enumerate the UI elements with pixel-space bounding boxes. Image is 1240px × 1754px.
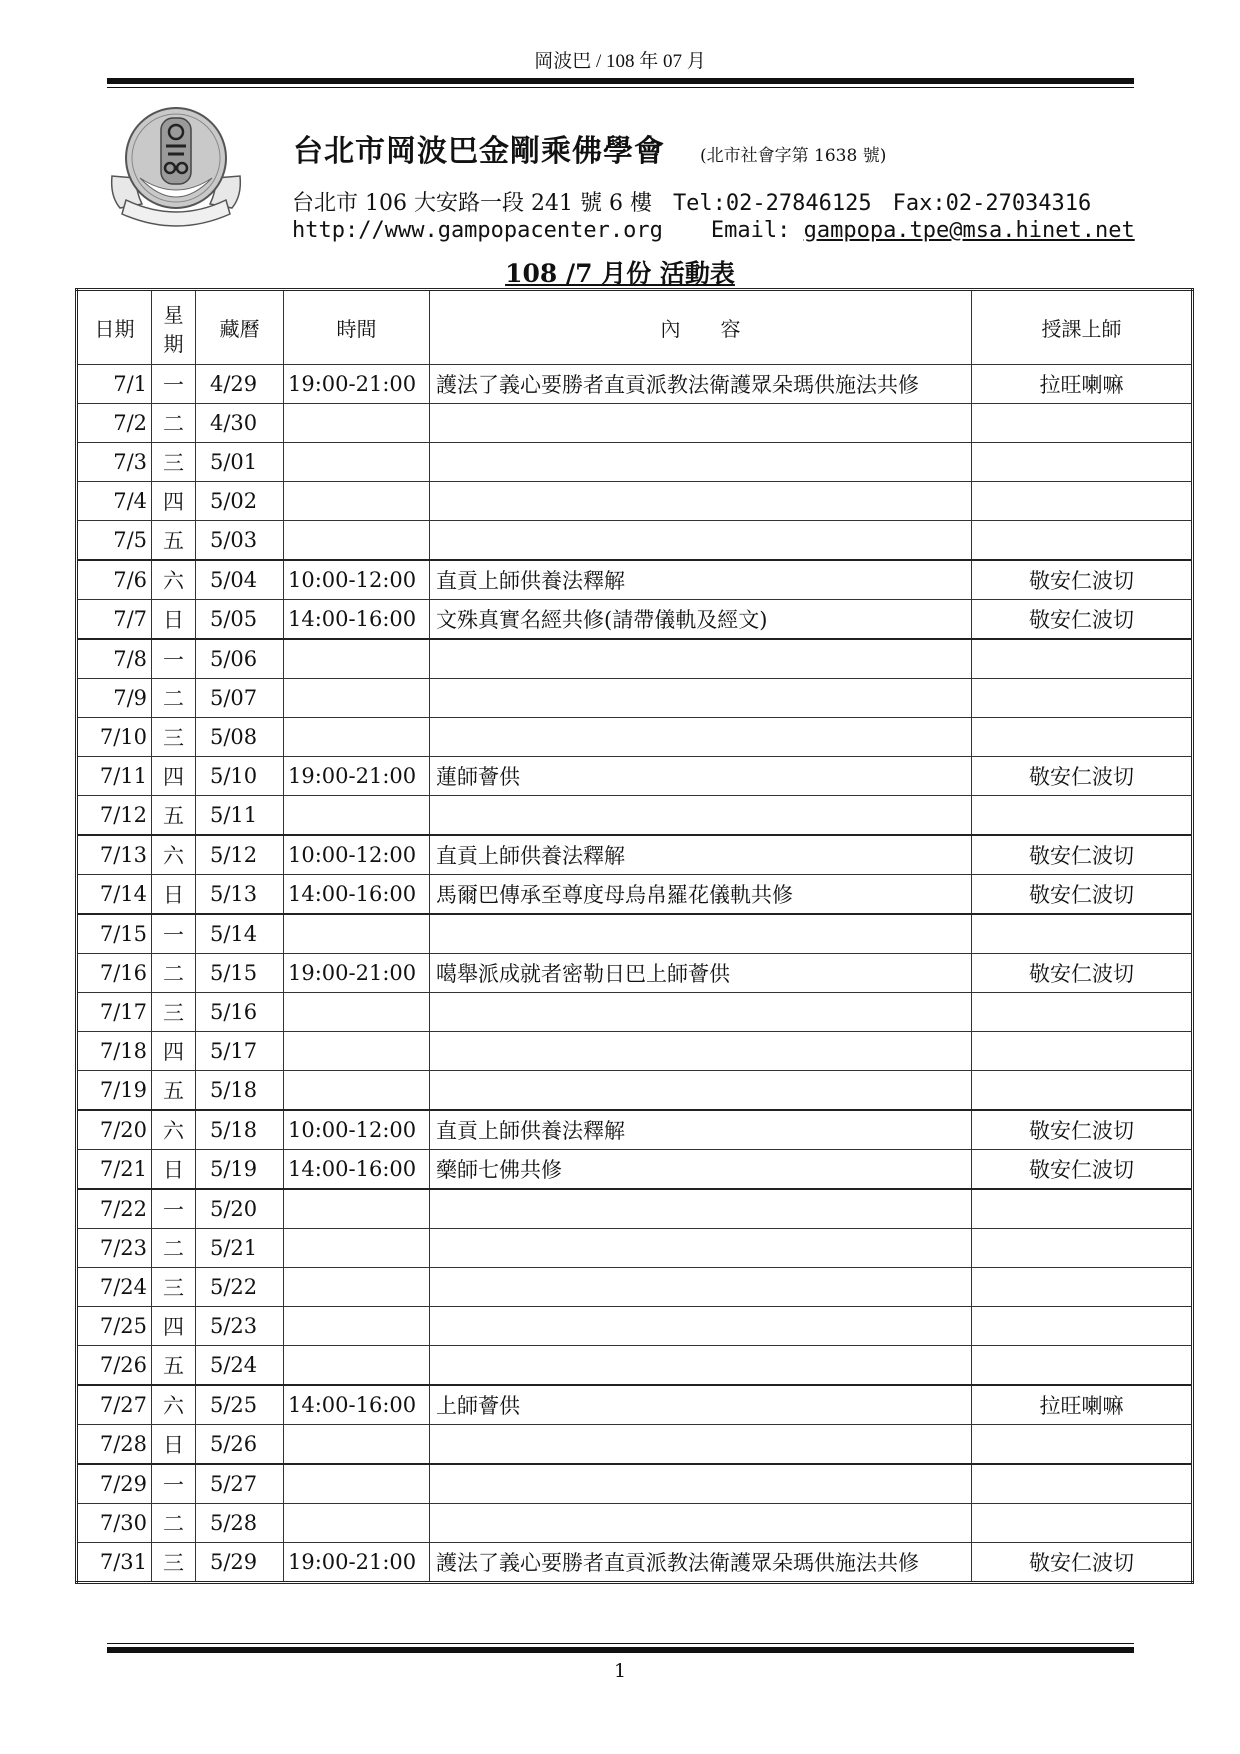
cell-content: 上師薈供 [430,1385,972,1425]
cell-lunar: 5/08 [196,718,284,757]
table-row [77,1071,1193,1111]
cell-date: 7/26 [77,1346,152,1386]
cell-time: 19:00-21:00 [284,757,430,796]
header-rule [107,78,1134,84]
cell-lunar: 5/27 [196,1464,284,1504]
cell-lunar: 5/22 [196,1268,284,1307]
cell-content [430,404,972,443]
cell-time [284,1071,430,1111]
cell-teacher [972,796,1193,836]
cell-date: 7/16 [77,954,152,993]
cell-weekday: 三 [152,993,196,1032]
cell-date: 7/8 [77,639,152,679]
cell-time [284,914,430,954]
org-fax: Fax:02-27034316 [892,191,1092,216]
cell-teacher [972,718,1193,757]
table-row [77,560,1193,600]
cell-content [430,1032,972,1071]
cell-lunar: 5/04 [196,560,284,600]
cell-teacher [972,679,1193,718]
cell-date: 7/19 [77,1071,152,1111]
table-row [77,1110,1193,1150]
cell-weekday: 一 [152,1464,196,1504]
cell-weekday: 三 [152,1268,196,1307]
cell-weekday: 二 [152,1229,196,1268]
cell-content [430,443,972,482]
cell-weekday: 五 [152,521,196,561]
cell-teacher [972,1032,1193,1071]
header-lunar: 藏曆 [196,290,284,365]
cell-content [430,993,972,1032]
cell-date: 7/23 [77,1229,152,1268]
cell-content: 護法了義心要勝者直貢派教法衛護眾朵瑪供施法共修 [430,365,972,404]
table-row [77,1307,1193,1346]
cell-weekday: 五 [152,1346,196,1386]
cell-lunar: 5/19 [196,1150,284,1190]
cell-time [284,1032,430,1071]
cell-time [284,1464,430,1504]
cell-time [284,1504,430,1543]
cell-teacher [972,443,1193,482]
cell-content [430,482,972,521]
cell-lunar: 5/06 [196,639,284,679]
cell-weekday: 六 [152,560,196,600]
cell-teacher: 敬安仁波切 [972,600,1193,640]
cell-content [430,521,972,561]
cell-content: 直貢上師供養法釋解 [430,560,972,600]
cell-content [430,796,972,836]
cell-teacher [972,1425,1193,1465]
org-web-line [292,218,1135,243]
cell-date: 7/13 [77,835,152,875]
cell-lunar: 4/29 [196,365,284,404]
cell-weekday: 四 [152,757,196,796]
cell-weekday: 三 [152,1543,196,1583]
cell-date: 7/21 [77,1150,152,1190]
table-row [77,1229,1193,1268]
cell-teacher: 敬安仁波切 [972,757,1193,796]
cell-time: 14:00-16:00 [284,1150,430,1190]
cell-teacher [972,914,1193,954]
cell-date: 7/9 [77,679,152,718]
table-row [77,1346,1193,1386]
cell-weekday: 六 [152,835,196,875]
cell-time: 19:00-21:00 [284,954,430,993]
table-row [77,875,1193,915]
cell-teacher [972,482,1193,521]
cell-content [430,1229,972,1268]
cell-time [284,993,430,1032]
table-row [77,1425,1193,1465]
cell-weekday: 四 [152,1032,196,1071]
cell-date: 7/31 [77,1543,152,1583]
cell-weekday: 日 [152,600,196,640]
cell-content: 護法了義心要勝者直貢派教法衛護眾朵瑪供施法共修 [430,1543,972,1583]
cell-lunar: 5/25 [196,1385,284,1425]
cell-content [430,1504,972,1543]
cell-time [284,482,430,521]
cell-teacher [972,1268,1193,1307]
cell-date: 7/28 [77,1425,152,1465]
cell-content: 文殊真實名經共修(請帶儀軌及經文) [430,600,972,640]
org-contact-line [292,186,1091,217]
table-row [77,1504,1193,1543]
footer-rule [107,1647,1134,1653]
cell-time [284,1229,430,1268]
cell-content [430,914,972,954]
cell-teacher [972,521,1193,561]
sheet-title: 108 /7 月份 活動表 [505,259,735,288]
table-row [77,835,1193,875]
cell-content [430,1464,972,1504]
running-header: 岡波巴 / 108 年 07 月 [534,51,706,72]
org-registration: (北市社會字第 1638 號) [700,146,887,166]
cell-teacher: 拉旺喇嘛 [972,1385,1193,1425]
cell-content: 藥師七佛共修 [430,1150,972,1190]
cell-content [430,679,972,718]
cell-content [430,1189,972,1229]
cell-teacher [972,1229,1193,1268]
cell-date: 7/25 [77,1307,152,1346]
cell-time: 10:00-12:00 [284,1110,430,1150]
schedule-table [75,288,1194,1584]
cell-content: 直貢上師供養法釋解 [430,1110,972,1150]
cell-date: 7/22 [77,1189,152,1229]
cell-time [284,1425,430,1465]
cell-time [284,443,430,482]
table-row [77,443,1193,482]
cell-weekday: 六 [152,1110,196,1150]
cell-weekday: 二 [152,954,196,993]
cell-teacher: 敬安仁波切 [972,875,1193,915]
table-row [77,757,1193,796]
cell-time [284,1346,430,1386]
table-row [77,1268,1193,1307]
cell-time [284,796,430,836]
cell-lunar: 5/15 [196,954,284,993]
cell-date: 7/18 [77,1032,152,1071]
cell-date: 7/1 [77,365,152,404]
cell-content: 蓮師薈供 [430,757,972,796]
org-address: 台北市 106 大安路一段 241 號 6 樓 [292,191,652,216]
cell-date: 7/29 [77,1464,152,1504]
cell-weekday: 一 [152,639,196,679]
table-row [77,600,1193,640]
cell-lunar: 5/24 [196,1346,284,1386]
table-row [77,1150,1193,1190]
cell-lunar: 5/10 [196,757,284,796]
cell-content [430,718,972,757]
cell-time [284,1189,430,1229]
cell-teacher [972,1071,1193,1111]
cell-lunar: 5/29 [196,1543,284,1583]
cell-teacher [972,639,1193,679]
cell-content [430,1071,972,1111]
cell-time [284,404,430,443]
cell-teacher: 敬安仁波切 [972,1110,1193,1150]
cell-time: 19:00-21:00 [284,365,430,404]
cell-teacher: 敬安仁波切 [972,560,1193,600]
cell-content: 馬爾巴傳承至尊度母烏帛羅花儀軌共修 [430,875,972,915]
footer-rule-thin [107,1643,1134,1644]
cell-lunar: 5/13 [196,875,284,915]
cell-teacher [972,1346,1193,1386]
cell-lunar: 4/30 [196,404,284,443]
table-row [77,521,1193,561]
cell-time: 14:00-16:00 [284,600,430,640]
cell-content: 直貢上師供養法釋解 [430,835,972,875]
cell-weekday: 四 [152,1307,196,1346]
cell-lunar: 5/01 [196,443,284,482]
page-number: 1 [613,1660,627,1682]
org-email-link[interactable]: gampopa.tpe@msa.hinet.net [803,218,1135,243]
cell-lunar: 5/02 [196,482,284,521]
org-email-label: Email: [710,218,804,243]
cell-time [284,521,430,561]
table-row [77,914,1193,954]
cell-teacher [972,1189,1193,1229]
cell-date: 7/14 [77,875,152,915]
cell-time: 10:00-12:00 [284,560,430,600]
header-weekday-2: 期 [163,331,184,356]
table-row [77,1464,1193,1504]
cell-weekday: 六 [152,1385,196,1425]
schedule-body [77,365,1193,1583]
cell-teacher [972,993,1193,1032]
table-row [77,1543,1193,1583]
org-tel: Tel:02-27846125 [672,191,872,216]
cell-teacher [972,1307,1193,1346]
table-row [77,796,1193,836]
cell-time: 10:00-12:00 [284,835,430,875]
cell-lunar: 5/20 [196,1189,284,1229]
table-row [77,993,1193,1032]
cell-time [284,1268,430,1307]
cell-content: 噶舉派成就者密勒日巴上師薈供 [430,954,972,993]
cell-lunar: 5/18 [196,1071,284,1111]
cell-teacher [972,1504,1193,1543]
cell-date: 7/27 [77,1385,152,1425]
cell-weekday: 二 [152,679,196,718]
cell-time [284,639,430,679]
table-row [77,1189,1193,1229]
cell-time: 14:00-16:00 [284,875,430,915]
cell-date: 7/6 [77,560,152,600]
header-weekday [152,290,196,365]
cell-lunar: 5/26 [196,1425,284,1465]
cell-date: 7/10 [77,718,152,757]
table-header-row [77,290,1193,365]
cell-teacher: 拉旺喇嘛 [972,365,1193,404]
cell-weekday: 三 [152,443,196,482]
cell-date: 7/12 [77,796,152,836]
table-row [77,404,1193,443]
cell-lunar: 5/03 [196,521,284,561]
header-time: 時間 [284,290,430,365]
cell-date: 7/3 [77,443,152,482]
cell-weekday: 日 [152,875,196,915]
cell-date: 7/7 [77,600,152,640]
cell-time [284,1307,430,1346]
header-rule-thin [107,87,1134,88]
cell-content [430,1346,972,1386]
cell-teacher [972,404,1193,443]
cell-content [430,1425,972,1465]
org-logo-icon [106,104,246,232]
cell-date: 7/17 [77,993,152,1032]
cell-weekday: 二 [152,1504,196,1543]
cell-weekday: 四 [152,482,196,521]
cell-content [430,639,972,679]
cell-lunar: 5/05 [196,600,284,640]
table-row [77,718,1193,757]
cell-weekday: 一 [152,914,196,954]
cell-date: 7/2 [77,404,152,443]
cell-teacher: 敬安仁波切 [972,1543,1193,1583]
cell-date: 7/11 [77,757,152,796]
cell-teacher: 敬安仁波切 [972,835,1193,875]
cell-time [284,679,430,718]
cell-weekday: 五 [152,796,196,836]
cell-date: 7/4 [77,482,152,521]
cell-time: 14:00-16:00 [284,1385,430,1425]
header-content: 內 容 [430,290,972,365]
cell-lunar: 5/14 [196,914,284,954]
table-row [77,954,1193,993]
cell-lunar: 5/18 [196,1110,284,1150]
cell-lunar: 5/23 [196,1307,284,1346]
org-website-link[interactable]: http://www.gampopacenter.org [292,218,663,243]
org-title: 台北市岡波巴金剛乘佛學會 [293,134,665,169]
table-row [77,679,1193,718]
cell-lunar: 5/17 [196,1032,284,1071]
cell-date: 7/20 [77,1110,152,1150]
header-weekday-1: 星 [163,302,184,327]
cell-date: 7/24 [77,1268,152,1307]
header-date: 日期 [77,290,152,365]
cell-weekday: 一 [152,1189,196,1229]
cell-weekday: 五 [152,1071,196,1111]
cell-lunar: 5/16 [196,993,284,1032]
cell-weekday: 日 [152,1150,196,1190]
table-row [77,482,1193,521]
header-teacher: 授課上師 [972,290,1193,365]
cell-content [430,1307,972,1346]
table-row [77,639,1193,679]
cell-time: 19:00-21:00 [284,1543,430,1583]
table-row [77,1385,1193,1425]
cell-content [430,1268,972,1307]
cell-weekday: 一 [152,365,196,404]
table-row [77,1032,1193,1071]
cell-lunar: 5/21 [196,1229,284,1268]
table-row [77,365,1193,404]
cell-teacher [972,1464,1193,1504]
cell-lunar: 5/28 [196,1504,284,1543]
cell-weekday: 二 [152,404,196,443]
cell-date: 7/5 [77,521,152,561]
cell-lunar: 5/12 [196,835,284,875]
cell-time [284,718,430,757]
cell-date: 7/15 [77,914,152,954]
cell-weekday: 日 [152,1425,196,1465]
cell-lunar: 5/11 [196,796,284,836]
cell-teacher: 敬安仁波切 [972,954,1193,993]
cell-weekday: 三 [152,718,196,757]
cell-lunar: 5/07 [196,679,284,718]
cell-date: 7/30 [77,1504,152,1543]
cell-teacher: 敬安仁波切 [972,1150,1193,1190]
